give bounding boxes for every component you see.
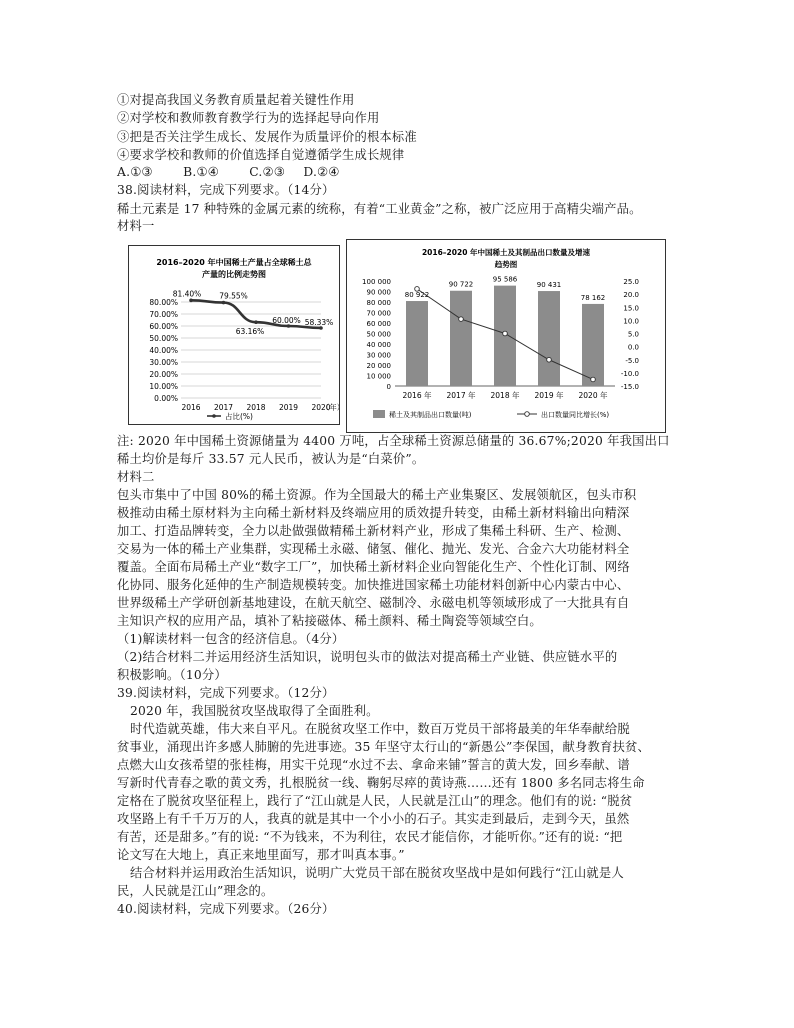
material2-line: 世界级稀土产学研创新基地建设，在航天航空、磁制冷、永磁电机等领域形成了一大批具有自 (117, 596, 630, 610)
chart1-y-tick: 10.00% (149, 382, 178, 391)
q38-title: 38.阅读材料，完成下列要求。（14分） (117, 183, 335, 197)
chart2-y-right-tick: 5.0 (627, 330, 639, 339)
material2-line: 主知识产权的应用产品，填补了粘接磁体、稀土颜料、稀土陶瓷等领域空白。 (117, 614, 542, 628)
chart2-y-left-tick: 70 000 (366, 309, 391, 318)
chart2-bar (406, 301, 428, 386)
chart1-title: 2016–2020 年中国稀土产量占全球稀土总 (156, 258, 312, 267)
q39-line: 定格在了脱贫攻坚征程上，践行了“江山就是人民，人民就是江山”的理念。他们有的说: “脱贫 (117, 794, 633, 808)
q39-title: 39.阅读材料，完成下列要求。（12分） (117, 686, 335, 700)
chart2-y-right-tick: -10.0 (620, 369, 639, 378)
chart1-legend-marker (212, 414, 216, 418)
q39-line: 攻坚路上有千千万万的人，我真的就是其中一个小小的石子。其实走到最后，走到今天，虽然 (117, 812, 630, 826)
q39-requirement-cont: 民，人民就是江山”理念的。 (117, 884, 274, 898)
chart2-bar (538, 291, 560, 386)
material2-line: 加工、打造品牌转变，全力以赴做强做精稀土新材料产业，形成了集稀土科研、生产、检测、 (117, 524, 630, 538)
q38-requirement-2-cont: 积极影响。（10分） (117, 668, 227, 682)
chart1-y-tick: 20.00% (149, 370, 178, 379)
q40-title: 40.阅读材料，完成下列要求。（26分） (117, 902, 335, 916)
chart2-y-left-tick: 40 000 (366, 341, 391, 349)
chart2-legend-line-label: 出口数量同比增长(%) (541, 411, 610, 419)
chart2-title: 2016–2020 年中国稀土及其制品出口数量及增速 (421, 248, 591, 257)
chart2-y-right-tick: 0.0 (627, 343, 639, 352)
chart1-x-unit: （年 (321, 403, 337, 412)
chart1-y-tick: 80.00% (149, 298, 178, 307)
chart2-y-left-tick: 20 000 (366, 362, 391, 370)
chart1-point (254, 320, 258, 324)
chart2-y-left-tick: 60 000 (366, 320, 391, 328)
chart2-title: 趋势图 (494, 260, 518, 269)
q39-line: 点燃大山女孩希望的张桂梅，用实干兑现“水过不去、拿命来铺”誓言的黄大发，回乡奉献、谱 (117, 758, 630, 772)
chart2-growth-point (415, 287, 420, 292)
chart2-y-left-tick: 10 000 (366, 372, 391, 381)
q39-line: 2020 年，我国脱贫攻坚战取得了全面胜利。 (130, 704, 379, 718)
chart2-y-right-tick: 15.0 (623, 304, 639, 313)
option-3: ③把是否关注学生成长、发展作为质量评价的根本标准 (117, 130, 417, 144)
chart2-bar-label: 90 722 (448, 280, 474, 289)
chart1-y-tick: 30.00% (149, 358, 178, 367)
choice-d: D.②④ (303, 165, 340, 179)
chart2-y-left-tick: 90 000 (366, 288, 391, 297)
material2-line: 交易为一体的稀土产业集群，实现稀土永磁、储氢、催化、抛光、发光、合金六大功能材料全 (117, 542, 630, 556)
chart2-y-right-tick: 10.0 (623, 317, 639, 326)
chart1-x-tick: 2019 (278, 403, 299, 412)
chart1-y-tick: 0.00% (154, 394, 178, 403)
chart2-bar (450, 291, 472, 386)
chart1-x-tick: 2020 (311, 403, 331, 412)
chart1-y-tick: 40.00% (149, 346, 178, 355)
chart1-title: 产量的比例走势图 (202, 270, 266, 279)
q38-requirement-2: （2)结合材料二并运用经济生活知识，说明包头市的做法对提高稀土产业链、供应链水平的 (117, 650, 618, 664)
chart2-bar-label: 78 162 (580, 293, 606, 302)
q39-line: 有苦，还是甜多。”有的说: “不为钱来，不为利往，农民才能信你，才能听你。”还有的说: “把 (117, 830, 623, 844)
chart2-bar-label: 90 431 (536, 281, 562, 290)
option-1: ①对提高我国义务教育质量起着关键性作用 (117, 93, 355, 107)
chart1-x-tick: 2017 (213, 403, 234, 412)
note-line-2: 稀土均价是每斤 33.57 元人民币，被认为是“白菜价”。 (117, 452, 425, 466)
q38-requirement-1: （1)解读材料一包含的经济信息。（4分） (117, 632, 345, 646)
chart1-x-tick: 2016 (181, 403, 201, 412)
chart1-x-tick: 2018 (246, 403, 266, 412)
export-bar-chart (347, 240, 665, 432)
choice-a: A.①③ (117, 165, 153, 179)
chart2-legend-bar-label: 稀土及其制品出口数量(吨) (389, 411, 472, 419)
option-2: ②对学校和教师教育教学行为的选择起导向作用 (117, 111, 380, 125)
chart2-y-right-tick: 25.0 (623, 278, 639, 286)
material2-label: 材料二 (117, 470, 155, 484)
q39-line: 时代造就英雄，伟大来自平凡。在脱贫攻坚工作中，数百万党员干部将最美的年华奉献给脱 (130, 722, 630, 736)
chart2-growth-point (547, 357, 552, 362)
material2-line: 覆盖。全面布局稀土产业“数字工厂”，加快稀土新材料企业向智能化生产、个性化订制、网络 (117, 560, 630, 574)
choice-b: B.①④ (183, 165, 219, 179)
note-line-1: 注: 2020 年中国稀土资源储量为 4400 万吨，占全球稀土资源总储量的 36.67%;2020 年我国出口 (117, 434, 670, 448)
chart2-y-left-tick: 30 000 (366, 351, 391, 360)
chart2-y-right-tick: -5.0 (625, 356, 639, 365)
chart1-point (189, 299, 193, 303)
chart1-y-tick: 50.00% (149, 334, 178, 343)
chart2-x-tick: 2020 年 (578, 391, 608, 400)
chart2-growth-point (591, 377, 596, 382)
q39-requirement: 结合材料并运用政治生活知识，说明广大党员干部在脱贫攻坚战中是如何践行“江山就是人 (130, 866, 624, 880)
chart2-bar-label: 80 922 (404, 291, 430, 300)
chart2-y-left-tick: 0 (386, 383, 391, 391)
chart2-y-left-tick: 50 000 (366, 330, 391, 339)
chart2-bar (582, 304, 604, 386)
q38-intro: 稀土元素是 17 种特殊的金属元素的统称，有着“工业黄金”之称，被广泛应用于高精尖端产品。 (117, 202, 642, 216)
answer-choices (117, 164, 353, 181)
chart2-growth-point (459, 317, 464, 322)
chart1-y-tick: 60.00% (149, 322, 178, 331)
chart2-y-right-tick: -15.0 (620, 383, 639, 391)
chart1-data-label: 60.00% (272, 316, 301, 325)
chart1-y-tick: 70.00% (149, 310, 178, 319)
chart1-data-label: 81.40% (172, 289, 202, 299)
choice-c: C.②③ (249, 165, 285, 179)
chart2-legend-bar-swatch (373, 410, 385, 418)
chart2-x-tick: 2017 年 (446, 391, 476, 400)
chart2-legend-marker (525, 412, 530, 417)
material1-label: 材料一 (117, 219, 155, 233)
q39-line: 论文写在大地上，真正来地里面写，那才叫真本事。” (117, 848, 405, 862)
chart1-legend-label: 占比(%) (225, 412, 253, 421)
material2-line: 包头市集中了中国 80%的稀土资源。作为全国最大的稀土产业集聚区、发展领航区，包头市积 (117, 488, 637, 502)
q39-line: 写新时代青春之歌的黄文秀，扎根脱贫一线、鞠躬尽瘁的黄诗燕……还有 1800 多名同志将生命 (117, 776, 645, 790)
chart1-data-label: 63.16% (235, 327, 265, 337)
chart2-x-tick: 2018 年 (490, 391, 520, 400)
chart2-y-right-tick: 20.0 (623, 291, 639, 300)
share-line-chart (129, 246, 339, 424)
option-4: ④要求学校和教师的价值选择自觉遵循学生成长规律 (117, 148, 405, 162)
material2-line: 极推动由稀土原材料为主向稀土新材料及终端应用的质效提升转变，由稀土新材料输出向精深 (117, 506, 630, 520)
chart2-growth-point (503, 331, 508, 336)
material2-line: 化协同、服务化延伸的生产制造规模转变。加快推进国家稀土功能材料创新中心内蒙古中心、 (117, 578, 630, 592)
chart1-point (222, 301, 226, 305)
chart2-bar-label: 95 586 (492, 275, 518, 284)
chart1-data-label: 79.55% (219, 291, 248, 301)
chart2-x-tick: 2016 年 (402, 391, 432, 400)
chart2-x-tick: 2019 年 (534, 391, 564, 400)
q39-line: 贫事业，涌现出许多感人肺腑的先进事迹。35 年坚守太行山的“新愚公”李保国，献身教育扶贫、 (117, 740, 651, 754)
chart1-data-label: 58.33% (304, 318, 334, 328)
chart2-y-left-tick: 100 000 (362, 278, 391, 286)
share-line-chart-frame (128, 245, 340, 425)
chart2-y-left-tick: 80 000 (366, 299, 391, 307)
export-bar-chart-frame (346, 239, 666, 433)
